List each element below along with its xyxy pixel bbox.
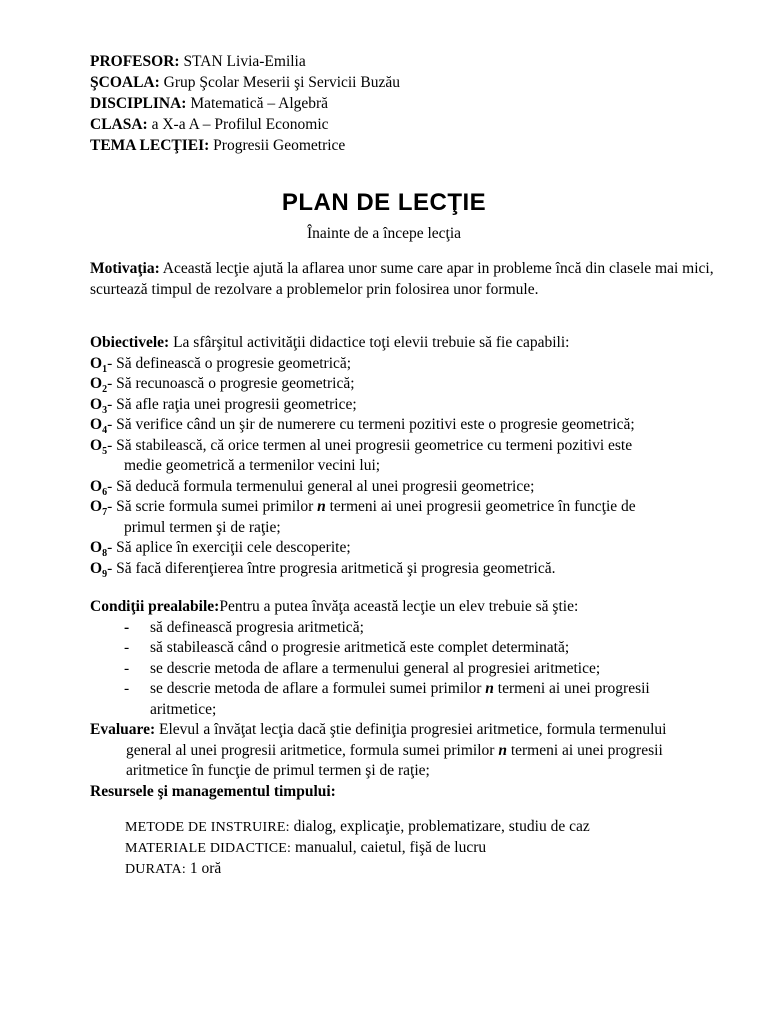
- objective-item: $O_7-$ Să scrie formula sumei primilor n termeni ai unei progresii geometrice în funcţie de primul termen şi de raţie;: [90, 498, 636, 536]
- resurse-details: [125, 817, 590, 880]
- motivatia-text: Această lecţie ajută la aflarea unor sume care apar in probleme încă din clasele mai mici, scurtează timpul de rezolvare a problemelor prin folosirea unor formule.: [90, 260, 714, 298]
- scoala-label: ŞCOALA:: [90, 74, 160, 91]
- resurse-label: Resursele şi managementul timpului:: [90, 782, 336, 800]
- objective-item: $O_8-$ Să aplice în exerciţii cele descoperite;: [90, 539, 351, 560]
- metode-value: dialog, explicaţie, problematizare, studiu de caz: [289, 818, 590, 835]
- conditii-intro: Pentru a putea învăţa această lecţie un elev trebuie să ştie:: [219, 598, 579, 615]
- conditii-label: Condiţii prealabile:: [90, 598, 220, 615]
- objective-item: $O_2-$ Să recunoască o progresie geometrică;: [90, 375, 355, 396]
- scoala-value: Grup Şcolar Meserii şi Servicii Buzău: [159, 74, 400, 91]
- page-title: PLAN DE LECŢIE: [281, 189, 487, 216]
- list-item: - să definească progresia aritmetică;: [124, 618, 364, 636]
- disciplina-label: DISCIPLINA:: [90, 95, 187, 112]
- disciplina-value: Matematică – Algebră: [186, 95, 329, 112]
- metode-row: [125, 817, 590, 838]
- motivatia-label: Motivaţia:: [90, 260, 160, 277]
- list-item: - să stabilească când o progresie aritmetică este complet determinată;: [124, 639, 570, 656]
- tema-label: TEMA LECŢIEI:: [90, 137, 210, 154]
- clasa-row: [90, 115, 400, 136]
- disciplina-row: [90, 94, 400, 115]
- profesor-label: PROFESOR:: [90, 53, 180, 70]
- clasa-value: a X-a A – Profilul Economic: [147, 116, 329, 133]
- obiective-intro: La sfârşitul activităţii didactice toţi elevii trebuie să fie capabili:: [169, 334, 570, 351]
- scoala-row: [90, 73, 400, 94]
- metode-label: METODE DE INSTRUIRE:: [125, 820, 290, 835]
- evaluare-label: Evaluare:: [90, 721, 156, 738]
- list-item: - se descrie metoda de aflare a formulei sumei primilor n termeni ai unei progresii aritmetice;: [124, 680, 650, 718]
- motivatia-section: [90, 259, 715, 300]
- list-item: - se descrie metoda de aflare a termenului general al progresiei aritmetice;: [124, 659, 601, 677]
- durata-label: DURATA:: [125, 862, 186, 877]
- objective-item: $O_5-$ Să stabilească, că orice termen al unei progresii geometrice cu termeni pozitivi este medie geometrică a termenilor vecini lui;: [90, 436, 633, 474]
- profesor-value: STAN Livia-Emilia: [179, 53, 306, 70]
- conditii-section: [90, 597, 715, 802]
- profesor-row: [90, 52, 400, 73]
- evaluare-paragraph: Evaluare: Elevul a învăţat lecţia dacă ştie definiţia progresiei aritmetice, formula termenului general al unei progresii aritmetice, formula sumei primilor n termeni ai unei progresii aritmetice în funcţie de primul termen şi de raţie;: [90, 721, 667, 779]
- page-subtitle: Înainte de a începe lecţia: [306, 225, 462, 242]
- objective-item: $O_6-$ Să deducă formula termenului general al unei progresii geometrice;: [90, 477, 535, 498]
- objective-item: $O_3-$ Să afle raţia unei progresii geometrice;: [90, 395, 357, 416]
- obiective-label: Obiectivele:: [90, 334, 170, 351]
- objective-item: $O_1-$ Să definească o progresie geometrică;: [90, 354, 352, 375]
- tema-value: Progresii Geometrice: [209, 137, 346, 154]
- durata-value: 1 oră: [185, 860, 222, 877]
- materiale-value: manualul, caietul, fişă de lucru: [291, 839, 487, 856]
- tema-row: [90, 136, 400, 157]
- objective-item: $O_9-$ Să facă diferenţierea între progresia aritmetică şi progresia geometrică.: [90, 559, 556, 580]
- durata-row: [125, 859, 590, 880]
- clasa-label: CLASA:: [90, 116, 148, 133]
- obiective-section: [90, 333, 715, 579]
- materiale-row: [125, 838, 590, 859]
- materiale-label: MATERIALE DIDACTICE:: [125, 841, 292, 856]
- objective-item: $O_4-$ Să verifice când un şir de numerere cu termeni pozitivi este o progresie geometrică;: [90, 416, 635, 437]
- lesson-header: [90, 52, 400, 157]
